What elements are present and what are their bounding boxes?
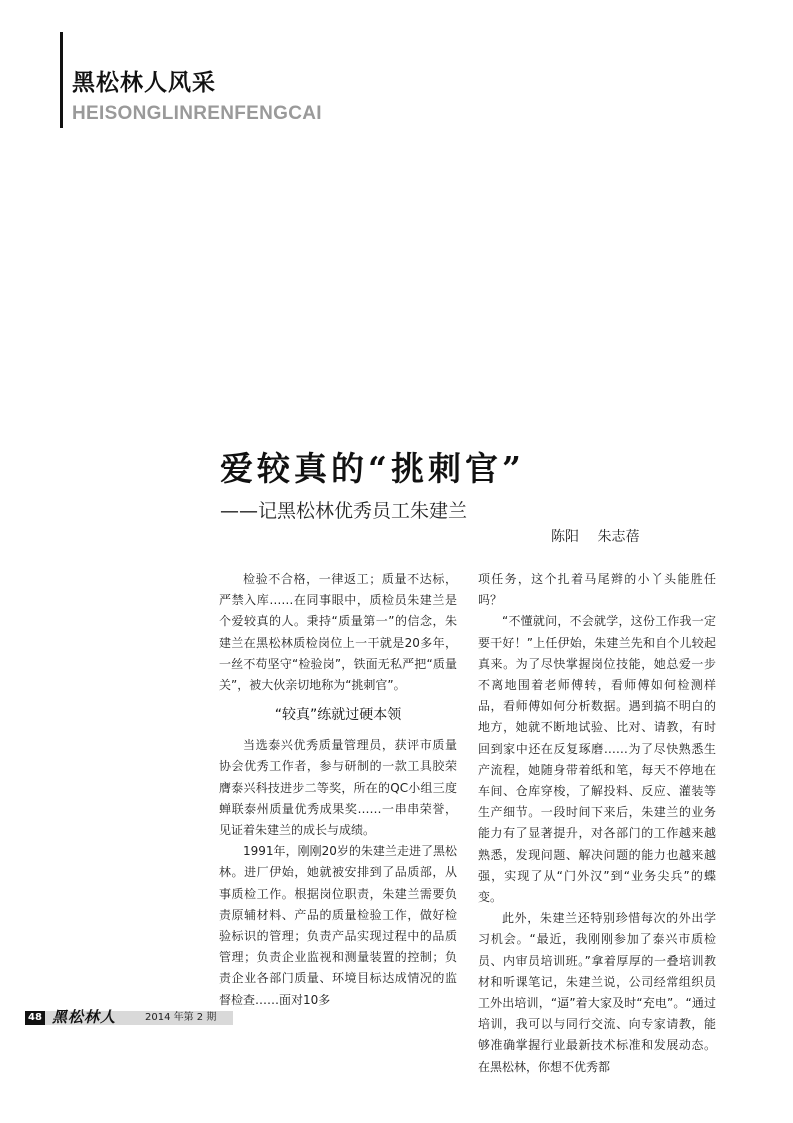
section-title: 黑松林人风采	[72, 70, 216, 96]
left-column	[219, 569, 457, 1011]
body-paragraph: “不懂就问，不会就学，这份工作我一定要干好！”上任伊始，朱建兰先和自个儿较起真来。为了尽快掌握岗位技能，她总爱一步不离地围着老师傅转，看师傅如何检测样品，看师傅如何分析数据。遇到搞不明白的地方，她就不断地试验、比对、请教，有时回到家中还在反复琢磨……为了尽快熟悉生产流程，她随身带着纸和笔，每天不停地在车间、仓库穿梭，了解投料、反应、灌装等生产细节。一段时间下来后，朱建兰的业务能力有了显著提升，对各部门的工作越来越熟悉，发现问题、解决问题的能力也越来越强，实现了从“门外汉”到“业务尖兵”的蝶变。	[478, 614, 716, 905]
continued-paragraph: 项任务，这个扎着马尾辫的小丫头能胜任吗？	[478, 572, 716, 608]
section-title-pinyin: HEISONGLINRENFENGCAI	[72, 103, 322, 124]
right-column	[478, 569, 716, 1078]
article-subtitle: ——记黑松林优秀员工朱建兰	[220, 500, 468, 522]
intro-paragraph: 检验不合格，一律返工；质量不达标，严禁入库……在同事眼中，质检员朱建兰是个爱较真的人。秉持“质量第一”的信念，朱建兰在黑松林质检岗位上一干就是20多年，一丝不苟坚守“检验岗”，铁面无私严把“质量关”，被大伙亲切地称为“挑刺官”。	[219, 572, 457, 693]
article-title: 爱较真的“挑刺官”	[220, 449, 525, 488]
page-footer	[25, 1008, 233, 1026]
article-authors: 陈阳 朱志蓓	[551, 529, 640, 545]
header-rule	[60, 32, 63, 128]
issue-label: 2014 年第 2 期	[145, 1012, 217, 1023]
page-number: 48	[25, 1011, 45, 1025]
body-paragraph: 1991年，刚刚20岁的朱建兰走进了黑松林。进厂伊始，她就被安排到了品质部，从事质检工作。根据岗位职责，朱建兰需要负责原辅材料、产品的质量检验工作，做好检验标识的管理；负责产品实现过程中的品质管理；负责企业监视和测量装置的控制；负责企业各部门质量、环境目标达成情况的监督检查……面对10多	[219, 844, 457, 1007]
body-paragraph: 当选泰兴优秀质量管理员，获评市质量协会优秀工作者，参与研制的一款工具胶荣膺泰兴科技进步二等奖，所在的QC小组三度蝉联泰州质量优秀成果奖……一串串荣誉，见证着朱建兰的成长与成绩。	[219, 738, 457, 838]
section-heading: “较真”练就过硬本领	[274, 707, 402, 724]
body-paragraph: 此外，朱建兰还特别珍惜每次的外出学习机会。“最近，我刚刚参加了泰兴市质检员、内审员培训班。”拿着厚厚的一叠培训教材和听课笔记，朱建兰说，公司经常组织员工外出培训，“逼”着大家及时“充电”。“通过培训，我可以与同行交流、向专家请教，能够准确掌握行业最新技术标准和发展动态。在黑松林，你想不优秀都	[478, 911, 716, 1074]
magazine-logo: 黑松林人	[52, 1008, 117, 1026]
